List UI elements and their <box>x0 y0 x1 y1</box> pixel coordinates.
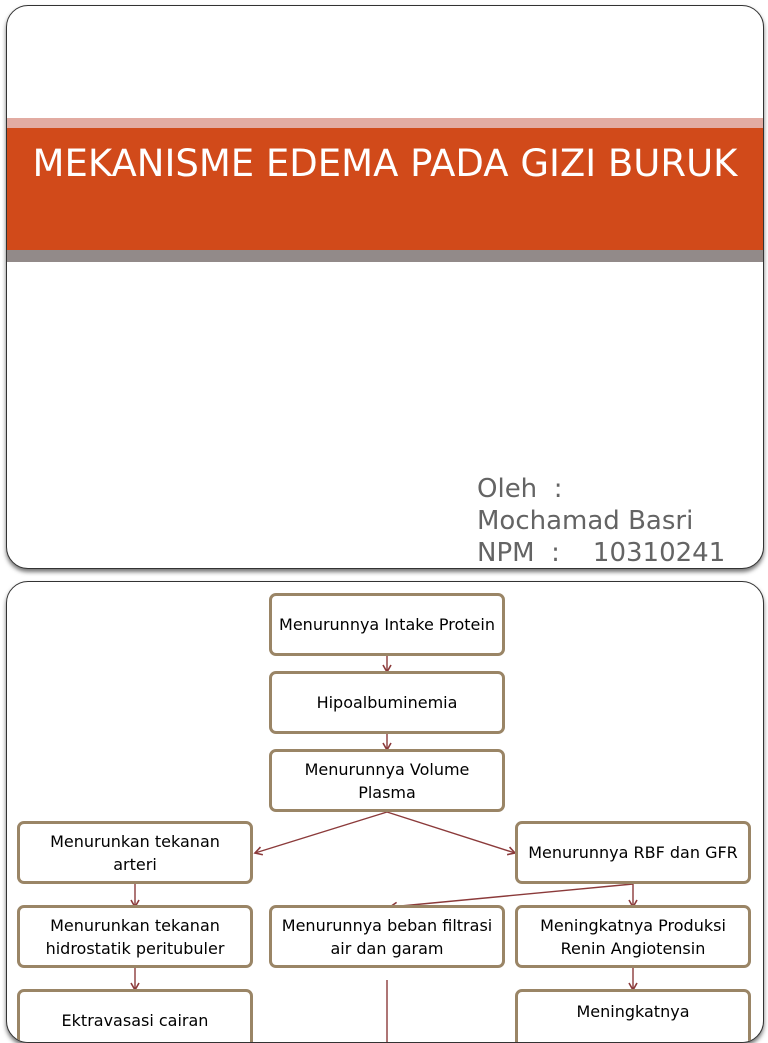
title-band-shadow <box>7 250 763 262</box>
box-menurunnya-volume-plasma: Menurunnya Volume Plasma <box>269 749 505 812</box>
box-menurunnya-intake-protein: Menurunnya Intake Protein <box>269 593 505 656</box>
title-slide[interactable] <box>6 5 764 569</box>
arrow-volume-arteri <box>255 812 387 853</box>
title-band-accent <box>7 118 763 128</box>
slide-title: MEKANISME EDEMA PADA GIZI BURUK <box>32 142 738 185</box>
box-hipoalbuminemia: Hipoalbuminemia <box>269 671 505 734</box>
box-ekstravasasi-cairan: Ektravasasi cairan <box>17 989 253 1043</box>
arrow-volume-rbf <box>387 812 515 853</box>
box-menurunnya-rbf-gfr: Menurunnya RBF dan GFR <box>515 821 751 884</box>
box-meningkatnya-produksi-renin: Meningkatnya Produksi Renin Angiotensin <box>515 905 751 968</box>
box-meningkatnya: Meningkatnya <box>515 989 751 1043</box>
arrow-rbf-beban <box>390 884 633 907</box>
author-info: Oleh : Mochamad Basri NPM : 10310241 <box>477 474 726 568</box>
box-menurunkan-tekanan-hidrostatik: Menurunkan tekanan hidrostatik peritubuler <box>17 905 253 968</box>
box-menurunkan-tekanan-arteri: Menurunkan tekanan arteri <box>17 821 253 884</box>
box-menurunnya-beban-filtrasi: Menurunnya beban filtrasi air dan garam <box>269 905 505 968</box>
diagram-slide[interactable] <box>6 581 764 1043</box>
